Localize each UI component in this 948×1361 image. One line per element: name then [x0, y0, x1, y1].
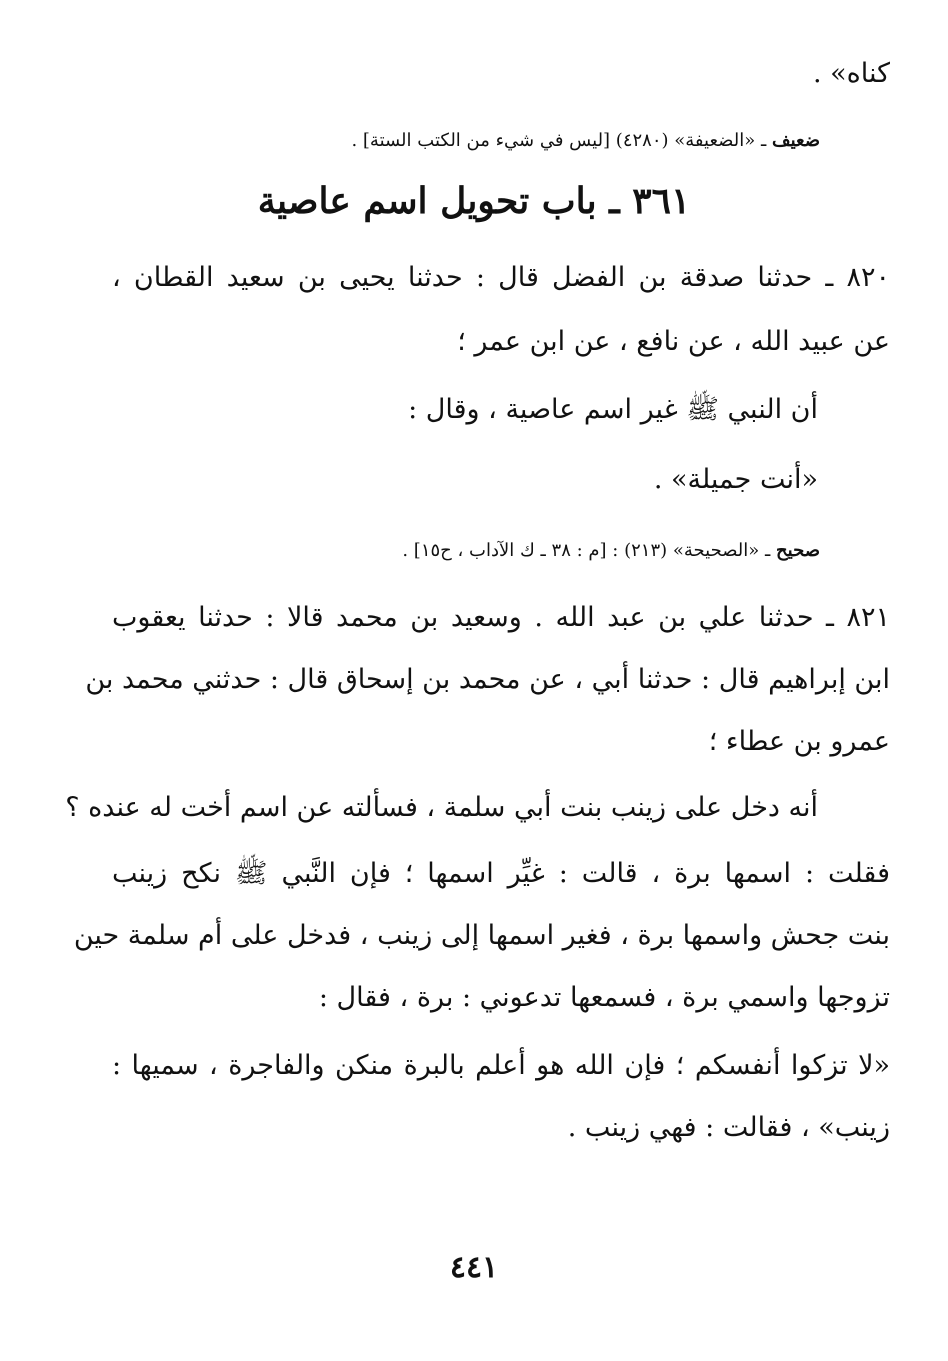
text-line-continuation: كناه» .	[812, 58, 890, 89]
hadith-text-line: ابن إبراهيم قال : حدثنا أبي ، عن محمد بن إسحاق قال : حدثني محمد بن	[85, 664, 890, 695]
hadith-text-line: بنت جحش واسمها برة ، فغير اسمها إلى زينب ، فدخل على أم سلمة حين	[73, 920, 890, 951]
hadith-text-line: ٨٢٠ ـ حدثنا صدقة بن الفضل قال : حدثنا يحيى بن سعيد القطان ،	[112, 262, 890, 293]
hadith-text-line: أنه دخل على زينب بنت أبي سلمة ، فسألته عن اسم أخت له عنده ؟	[65, 792, 818, 823]
grade-reference: ـ «الضعيفة» (٤٢٨٠) [ليس في شيء من الكتب الستة] .	[351, 130, 772, 151]
grade-label: صحيح	[776, 540, 820, 561]
hadith-text-line: عمرو بن عطاء ؛	[708, 726, 890, 757]
chapter-heading: ٣٦١ ـ باب تحويل اسم عاصية	[257, 180, 691, 222]
hadith-text-line: «لا تزكوا أنفسكم ؛ فإن الله هو أعلم بالبرة منكن والفاجرة ، سميها :	[112, 1050, 890, 1081]
hadith-text-line: ٨٢١ ـ حدثنا علي بن عبد الله . وسعيد بن محمد قالا : حدثنا يعقوب	[112, 602, 890, 633]
hadith-text-line: زينب» ، فقالت : فهي زينب .	[567, 1112, 890, 1143]
hadith-text-line: أن النبي ﷺ غير اسم عاصية ، وقال :	[408, 394, 818, 425]
grade-reference: ـ «الصحيحة» (٢١٣) : [م : ٣٨ ـ ك الآداب ، ح١٥] .	[402, 540, 777, 561]
page-number: ٤٤١	[449, 1250, 499, 1285]
hadith-grade-note	[402, 540, 820, 562]
hadith-text-line: تزوجها واسمي برة ، فسمعها تدعوني : برة ، فقال :	[318, 982, 890, 1013]
hadith-text-line: «أنت جميلة» .	[653, 464, 818, 495]
hadith-text-line: فقلت : اسمها برة ، قالت : غيِّر اسمها ؛ فإن النَّبي ﷺ نكح زينب	[112, 858, 890, 889]
hadith-text-line: عن عبيد الله ، عن نافع ، عن ابن عمر ؛	[457, 326, 890, 357]
hadith-grade-note	[351, 130, 820, 152]
grade-label: ضعيف	[771, 130, 820, 151]
